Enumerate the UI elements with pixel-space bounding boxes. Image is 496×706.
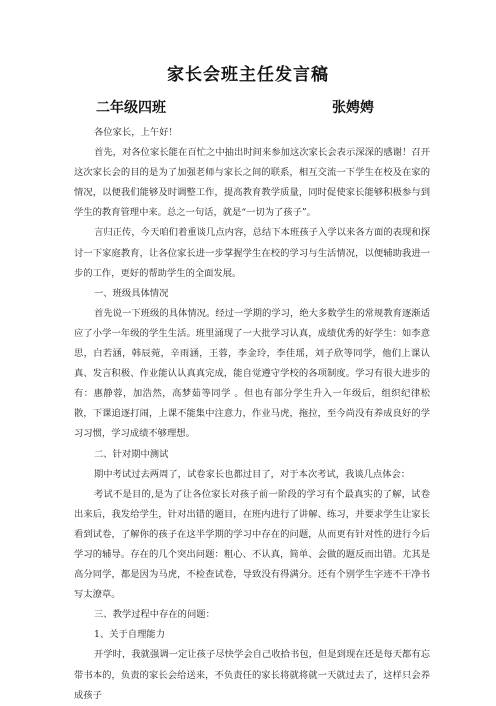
teacher-name: 张娉娉 bbox=[332, 100, 374, 116]
section-heading-class-situation: 一、班级具体情况 bbox=[94, 287, 169, 299]
paragraph-midterm-intro: 期中考试过去两周了，试卷家长也都过目了，对于本次考试，我谈几点体会： bbox=[94, 468, 411, 480]
paragraph-greeting: 各位家长，上午好！ bbox=[94, 127, 178, 138]
paragraph-self-care: 开学时，我就强调一定让孩子尽快学会自己收拾书包，但是到现在还是每天都有忘带书本的，负责的家长会给送来，不负责任的家长将就将就一天就过去了，这样只会养成孩子 bbox=[74, 649, 430, 701]
section-heading-midterm: 二、针对期中测试 bbox=[94, 448, 169, 460]
subsection-heading-self-care: 1、关于自理能力 bbox=[94, 629, 165, 641]
paragraph-class-situation: 首先说一下班级的具体情况。经过一学期的学习，绝大多数学生的常规教育逐渐适应了小学一年级的学生生活。班里涌现了一大批学习认真，成绩优秀的好学生：如李意思，白若涵，韩辰菀，辛雨涵，王蓉，李金玲，李佳瑶，刘子欣等同学，他们上课认真、发言积极、作业能认认真真完成，能自觉遵守学校的各项制度。学习有很大进步的有：惠静蓉，加浩然，高梦茹等同学 。但也有部分学生升入一年级后，组织纪律松散，下课追逐打闹，上课不能集中注意力，作业马虎，拖拉，至今尚没有养成良好的学习习惯，学习成绩不够理想。 bbox=[74, 307, 430, 440]
document-title: 家长会班主任发言稿 bbox=[167, 65, 329, 85]
paragraph-agenda: 言归正传，今天咱们着重谈几点内容，总结下本班孩子入学以来各方面的表现和探讨一下家庭教育，让各位家长进一步掌握学生在校的学习与生活情况，以便辅助我进一步的工作，更好的帮助学生的全面发展。 bbox=[74, 227, 430, 279]
document-body bbox=[74, 123, 430, 706]
paragraph-midterm-details: 考试不是目的,是为了让各位家长对孩子前一阶段的学习有个最真实的了解，试卷出来后，我发给学生，针对出错的题目，在班内进行了讲解、练习，并要求学生让家长看到试卷，了解你的孩子在这半学期的学习中存在的问题，从而更有针对性的进行今后学习的辅导。存在的几个突出问题：粗心、不认真，简单、会做的题反而出错。尤其是高分同学，都是因为马虎，不检查试卷，导致没有得满分。还有个别学生字迹不干净书写太潦草。 bbox=[74, 488, 430, 601]
class-name: 二年级四班 bbox=[96, 100, 166, 116]
section-heading-problems: 三、教学过程中存在的问题： bbox=[94, 609, 215, 621]
paragraph-intro: 首先，对各位家长能在百忙之中抽出时间来参加这次家长会表示深深的感谢！召开这次家长会的目的是为了加强老师与家长之间的联系，相互交流一下学生在校及在家的情况，以便我们能够及时调整工作，提高教育教学质量，同时促使家长能够积极参与到学生的教育管理中来。总之一句话，就是“一切为了孩子”。 bbox=[74, 147, 430, 219]
